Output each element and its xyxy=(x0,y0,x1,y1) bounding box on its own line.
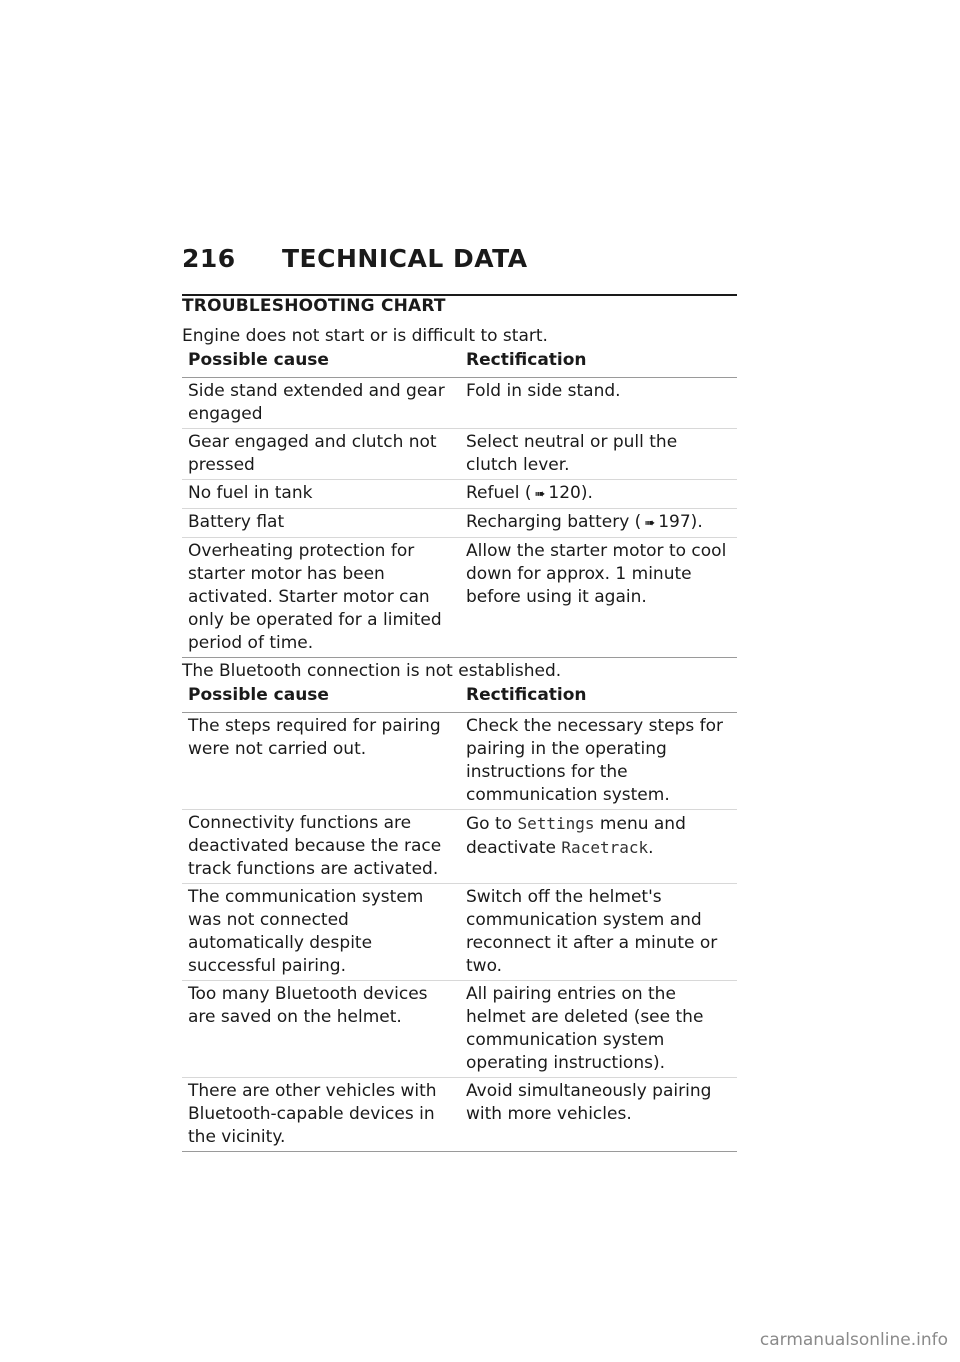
page-number: 216 xyxy=(182,244,236,273)
rectification-text: Refuel xyxy=(466,483,520,503)
cause-cell: Battery flat xyxy=(182,509,460,538)
settings-menu-name: Settings xyxy=(517,814,595,833)
watermark: carmanualsonline.info xyxy=(759,1330,948,1350)
rectification-cell xyxy=(460,810,737,884)
table-row xyxy=(182,378,737,429)
rectification-text: Go to xyxy=(466,814,513,834)
column-header-rectification: Rectification xyxy=(460,348,737,378)
column-header-cause: Possible cause xyxy=(182,348,460,378)
table-row xyxy=(182,1078,737,1152)
table-row xyxy=(182,981,737,1078)
table-row xyxy=(182,480,737,509)
column-header-cause: Possible cause xyxy=(182,683,460,713)
table-row xyxy=(182,538,737,658)
table-row xyxy=(182,884,737,981)
table-header-row xyxy=(182,683,737,713)
cause-cell: Connectivity functions are deactivated because the race track functions are activated. xyxy=(182,810,460,884)
section-title: TROUBLESHOOTING CHART xyxy=(182,296,446,316)
racetrack-menu-item: Racetrack xyxy=(561,838,649,857)
cause-cell: Too many Bluetooth devices are saved on the helmet. xyxy=(182,981,460,1078)
rectification-cell: Refuel ( ➠ 120). xyxy=(460,480,737,509)
rectification-cell: Allow the starter motor to cool down for approx. 1 minute before using it again. xyxy=(460,538,737,658)
cause-cell: No fuel in tank xyxy=(182,480,460,509)
chapter-title: TECHNICAL DATA xyxy=(282,244,528,273)
engine-troubleshooting-table xyxy=(182,348,737,658)
table-row xyxy=(182,429,737,480)
table-row xyxy=(182,713,737,810)
engine-problem-intro: Engine does not start or is difficult to start. xyxy=(182,326,548,346)
table-row xyxy=(182,509,737,538)
bluetooth-troubleshooting-table xyxy=(182,683,737,1152)
page-reference-arrow-icon: ➠ xyxy=(534,487,546,502)
rectification-text: menu and deactivate xyxy=(466,814,686,858)
rectification-cell: Check the necessary steps for pairing in the operating instructions for the communication system. xyxy=(460,713,737,810)
rectification-cell: All pairing entries on the helmet are deleted (see the communication system operating instructions). xyxy=(460,981,737,1078)
cause-cell: The communication system was not connected automatically despite successful pairing. xyxy=(182,884,460,981)
bluetooth-problem-intro: The Bluetooth connection is not established. xyxy=(182,661,562,681)
page-reference-link[interactable]: 120). xyxy=(548,483,593,503)
page-reference-link[interactable]: 197). xyxy=(658,512,703,532)
rectification-cell: Switch off the helmet's communication system and reconnect it after a minute or two. xyxy=(460,884,737,981)
rectification-text: . xyxy=(648,838,654,858)
rectification-text: Recharging battery xyxy=(466,512,630,532)
rectification-cell: Fold in side stand. xyxy=(460,378,737,429)
page-reference-arrow-icon: ➠ xyxy=(644,516,656,531)
page-header xyxy=(182,244,737,278)
cause-cell: Side stand extended and gear engaged xyxy=(182,378,460,429)
rectification-cell: Avoid simultaneously pairing with more vehicles. xyxy=(460,1078,737,1152)
cause-cell: Gear engaged and clutch not pressed xyxy=(182,429,460,480)
cause-cell: Overheating protection for starter motor has been activated. Starter motor can only be operated for a limited period of time. xyxy=(182,538,460,658)
table-row xyxy=(182,810,737,884)
rectification-cell: Select neutral or pull the clutch lever. xyxy=(460,429,737,480)
rectification-cell: Recharging battery ( ➠ 197). xyxy=(460,509,737,538)
table-header-row xyxy=(182,348,737,378)
cause-cell: There are other vehicles with Bluetooth-capable devices in the vicinity. xyxy=(182,1078,460,1152)
column-header-rectification: Rectification xyxy=(460,683,737,713)
cause-cell: The steps required for pairing were not carried out. xyxy=(182,713,460,810)
